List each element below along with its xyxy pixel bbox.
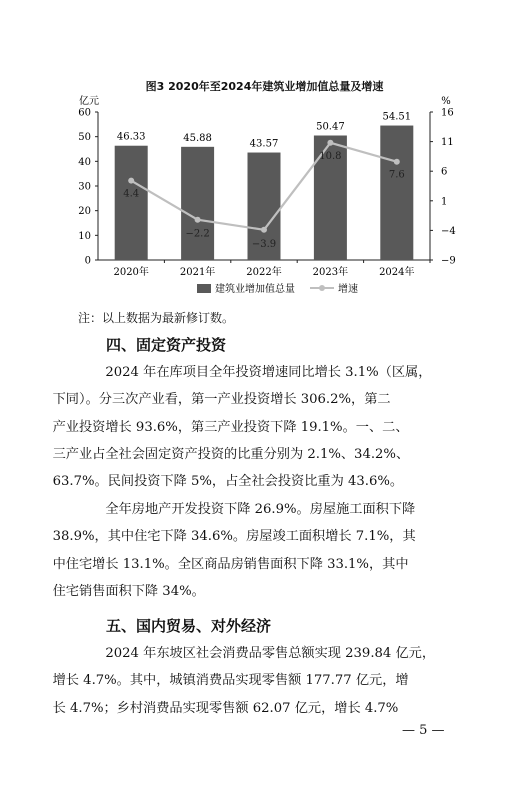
left-tick-label: 0 — [84, 255, 91, 267]
growth-value-label: −3.9 — [251, 238, 277, 250]
construction-value-chart — [0, 0, 529, 305]
bar-value-label: 45.88 — [183, 132, 212, 144]
bar-value-label: 46.33 — [116, 131, 146, 143]
text-line: 2024 年在库项目全年投资增速同比增长 3.1%（区属， — [105, 365, 432, 380]
text-line: 63.7%。民间投资下降 5%，占全社会投资比重为 43.6%。 — [52, 474, 404, 490]
text-line: 三产业占全社会固定资产投资的比重分别为 2.1%、34.2%、 — [52, 446, 410, 462]
growth-value-label: −2.2 — [185, 228, 210, 240]
right-tick-label: 16 — [441, 107, 454, 119]
growth-point — [394, 159, 400, 165]
chart-title: 图3 2020年至2024年建筑业增加值总量及增速 — [145, 80, 384, 93]
left-tick-label: 30 — [78, 181, 91, 193]
legend-line-marker — [319, 285, 325, 291]
growth-point — [261, 227, 267, 233]
bar — [115, 146, 148, 260]
bar — [181, 147, 214, 260]
x-tick-label: 2022年 — [246, 267, 282, 278]
left-tick-label: 60 — [78, 107, 91, 119]
legend-bar-swatch — [197, 284, 211, 293]
x-tick-label: 2021年 — [179, 267, 216, 278]
paragraph-investment — [52, 359, 461, 495]
right-tick-label: −9 — [441, 255, 456, 267]
left-tick-label: 50 — [78, 132, 91, 144]
section-heading-trade: 五、国内贸易、对外经济 — [106, 617, 272, 635]
left-tick-label: 40 — [78, 156, 91, 168]
text-line: 下同）。分三次产业看，第一产业投资增长 306.2%，第二 — [52, 392, 391, 408]
text-line: 住宅销售面积下降 34%。 — [52, 583, 205, 599]
paragraph-real-estate — [52, 496, 461, 605]
bar-value-label: 54.51 — [382, 111, 412, 123]
chart-note: 注：以上数据为最新修订数。 — [78, 311, 235, 325]
left-axis-unit: 亿元 — [79, 96, 99, 107]
right-tick-label: 6 — [441, 166, 448, 178]
text-line: 2024 年东坡区社会消费品零售总额实现 239.84 亿元， — [105, 646, 436, 661]
growth-point — [195, 217, 201, 223]
page-number: — 5 — — [402, 723, 445, 738]
bar-value-label: 43.57 — [249, 138, 279, 150]
right-tick-label: 11 — [441, 137, 454, 149]
growth-point — [327, 140, 333, 146]
right-tick-label: 1 — [441, 196, 448, 208]
growth-value-label: 10.8 — [319, 150, 342, 162]
paragraph-retail — [52, 640, 461, 722]
text-line: 产业投资增长 93.6%，第三产业投资下降 19.1%。一、二、 — [52, 419, 409, 435]
growth-value-label: 7.6 — [388, 169, 405, 181]
x-tick-label: 2024年 — [379, 267, 415, 278]
bar-value-label: 50.47 — [316, 121, 345, 133]
text-line: 38.9%，其中住宅下降 34.6%。房屋竣工面积增长 7.1%，其 — [52, 529, 416, 545]
legend-bar-label: 建筑业增加值总量 — [215, 284, 295, 295]
x-tick-label: 2020年 — [113, 267, 149, 278]
x-tick-label: 2023年 — [312, 267, 349, 278]
section-heading-fixed-asset-investment: 四、固定资产投资 — [106, 336, 227, 354]
growth-point — [128, 178, 134, 184]
bar — [380, 126, 413, 260]
growth-value-label: 4.4 — [123, 188, 140, 200]
text-line: 增长 4.7%。其中，城镇消费品实现零售额 177.77 亿元，增 — [52, 673, 409, 689]
left-tick-label: 10 — [78, 230, 91, 242]
text-line: 中住宅增长 13.1%。全区商品房销售面积下降 33.1%，其中 — [52, 556, 409, 572]
text-line: 长 4.7%；乡村消费品实现零售额 62.07 亿元，增长 4.7% — [52, 700, 399, 716]
right-axis-unit: % — [441, 96, 451, 107]
right-tick-label: −4 — [441, 225, 456, 237]
text-line: 全年房地产开发投资下降 26.9%。房屋施工面积下降 — [105, 502, 416, 517]
left-tick-label: 20 — [78, 206, 91, 218]
legend-line-label: 增速 — [338, 284, 358, 295]
